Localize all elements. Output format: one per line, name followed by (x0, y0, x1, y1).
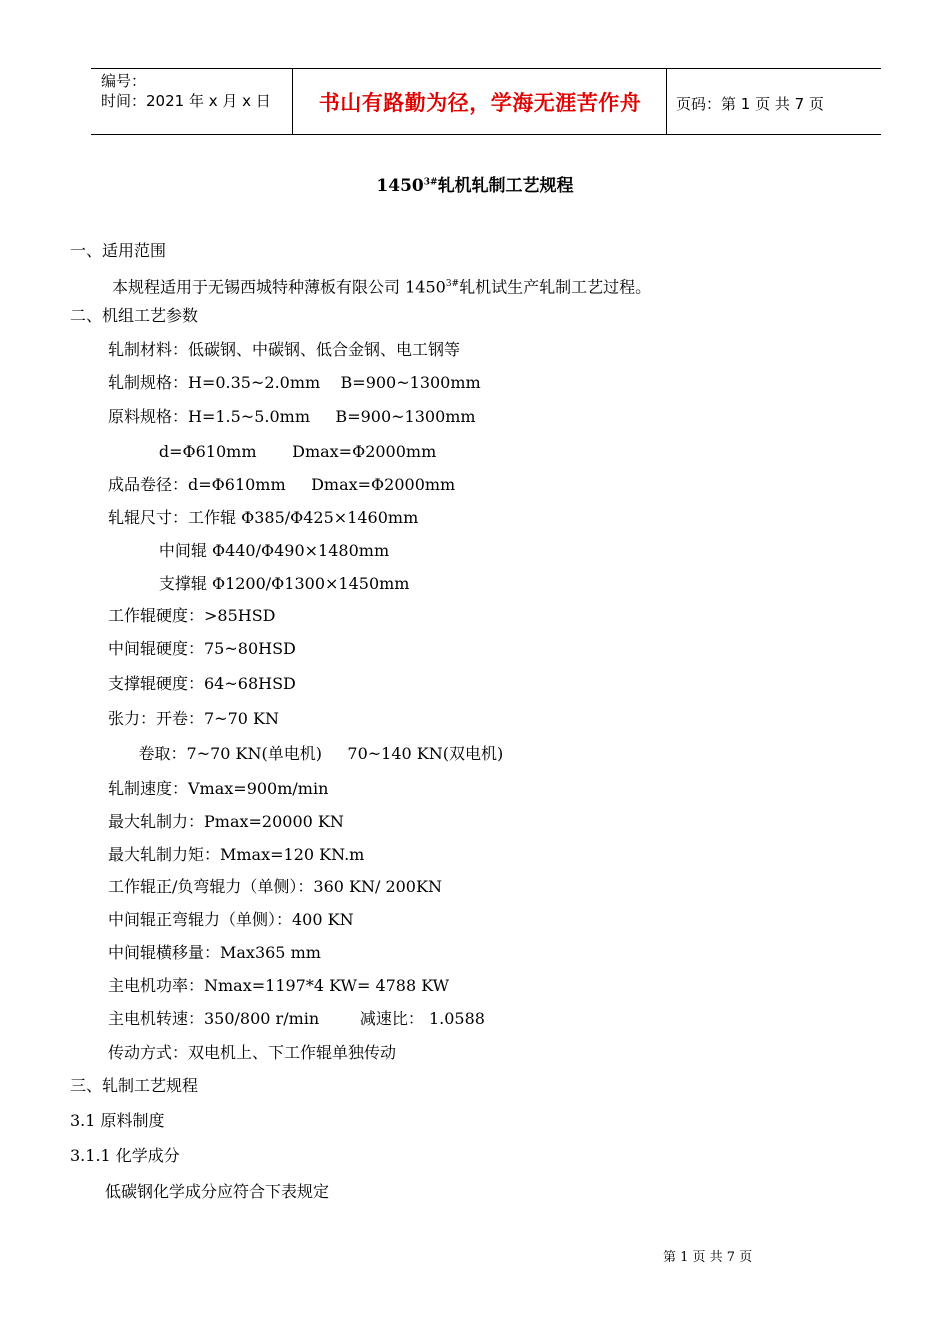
param-line: 工作辊硬度：>85HSD (108, 606, 276, 625)
section2-heading: 二、机组工艺参数 (70, 306, 199, 325)
code-label: 编号： (101, 72, 147, 90)
param-line: 中间辊硬度：75~80HSD (108, 639, 296, 658)
param-line: d=Φ610mm Dmax=Φ2000mm (108, 442, 437, 461)
section1-heading: 一、适用范围 (70, 241, 167, 260)
param-line: 最大轧制力：Pmax=20000 KN (108, 812, 344, 831)
param-line: 主电机转速：350/800 r/min 减速比： 1.0588 (108, 1009, 485, 1028)
subsection-3-1-1: 3.1.1 化学成分 (70, 1146, 180, 1165)
header-motto: 书山有路勤为径，学海无涯苦作舟 (318, 91, 642, 115)
header-page-info: 页码：第 1 页 共 7 页 (676, 95, 824, 113)
param-line: 传动方式：双电机上、下工作辊单独传动 (108, 1043, 397, 1062)
param-line: 原料规格：H=1.5~5.0mm B=900~1300mm (108, 407, 476, 426)
header-divider (666, 69, 667, 134)
param-line: 轧制材料：低碳钢、中碳钢、低合金钢、电工钢等 (108, 340, 461, 359)
param-line: 工作辊正/负弯辊力（单侧）：360 KN/ 200KN (108, 877, 442, 896)
header-table (91, 68, 881, 135)
header-divider (292, 69, 293, 134)
section3-text: 低碳钢化学成分应符合下表规定 (105, 1182, 330, 1201)
subsection-3-1: 3.1 原料制度 (70, 1111, 165, 1130)
param-line: 中间辊横移量：Max365 mm (108, 943, 321, 962)
page-footer: 第 1 页 共 7 页 (663, 1250, 753, 1265)
param-line: 轧制速度：Vmax=900m/min (108, 779, 329, 798)
param-line: 中间辊正弯辊力（单侧）：400 KN (108, 910, 354, 929)
param-line: 成品卷径：d=Φ610mm Dmax=Φ2000mm (108, 475, 456, 494)
section3-heading: 三、轧制工艺规程 (70, 1076, 199, 1095)
param-line: 最大轧制力矩：Mmax=120 KN.m (108, 845, 365, 864)
date-label: 时间：2021 年 x 月 x 日 (101, 92, 271, 110)
param-line: 中间辊 Φ440/Φ490×1480mm (108, 541, 390, 560)
section1-text: 本规程适用于无锡西城特种薄板有限公司 $1450^{3\#}$轧机试生产轧制工艺过程。 (112, 277, 652, 297)
param-line: 轧制规格：H=0.35~2.0mm B=900~1300mm (108, 373, 481, 392)
param-line: 轧辊尺寸：工作辊 Φ385/Φ425×1460mm (108, 508, 419, 527)
param-line: 支撑辊硬度：64~68HSD (108, 674, 296, 693)
param-line: 主电机功率：Nmax=1197*4 KW= 4788 KW (108, 976, 450, 995)
param-line: 支撑辊 Φ1200/Φ1300×1450mm (108, 574, 410, 593)
param-line: 卷取：7~70 KN(单电机) 70~140 KN(双电机) (108, 744, 504, 763)
param-line: 张力：开卷：7~70 KN (108, 709, 279, 728)
header-meta (101, 71, 271, 111)
document-title: $1450^{3\#}$轧机轧制工艺规程 (376, 176, 574, 196)
